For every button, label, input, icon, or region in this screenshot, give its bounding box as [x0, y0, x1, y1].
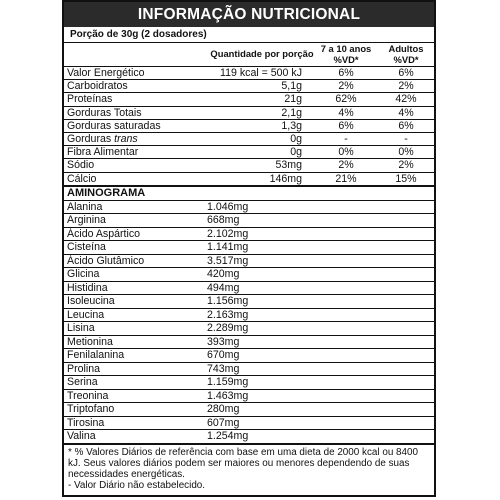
nutrient-kids-vd: 6%: [314, 119, 378, 132]
amino-quantity: 1.254mg: [207, 430, 249, 443]
amino-quantity: 3.517mg: [207, 254, 434, 268]
nutrient-name: Proteínas: [64, 93, 210, 106]
nutrient-row: [64, 67, 434, 80]
amino-quantity: 2.102mg: [207, 227, 434, 241]
nutrient-quantity: 21g: [210, 93, 314, 106]
amino-quantity: 393mg: [207, 335, 434, 349]
amino-name: Glicina: [64, 268, 207, 282]
footnote-not-established: - Valor Diário não estabelecido.: [68, 479, 206, 491]
amino-quantity: 1.159mg: [207, 376, 434, 390]
nutrient-name: Gorduras trans: [64, 133, 210, 146]
nutrient-name: Cálcio: [64, 172, 210, 185]
nutrient-quantity: 146mg: [210, 172, 314, 185]
nutrition-label: [62, 0, 436, 497]
nutrient-adults-vd: -: [378, 133, 434, 146]
amino-row: [64, 403, 434, 417]
amino-name: Cisteína: [64, 241, 207, 255]
nutrient-row: [64, 119, 434, 132]
header-adults-vd: Adultos %VD*: [378, 43, 434, 67]
nutrient-quantity: 1,3g: [210, 119, 314, 132]
amino-name: Lisina: [64, 322, 207, 336]
nutrient-name: Valor Energético: [64, 67, 210, 80]
amino-row: [64, 376, 434, 390]
amino-quantity: 1.141mg: [207, 241, 434, 255]
header-quantity: Quantidade por porção: [210, 43, 314, 67]
amino-row: [64, 349, 434, 363]
amino-quantity: 607mg: [207, 416, 434, 430]
amino-quantity: 2.163mg: [207, 308, 434, 322]
label-title: INFORMAÇÃO NUTRICIONAL: [64, 2, 434, 27]
header-kids-vd: 7 a 10 anos %VD*: [314, 43, 378, 67]
amino-quantity: 668mg: [207, 214, 434, 228]
nutrient-row: [64, 106, 434, 119]
nutrient-name: Gorduras Totais: [64, 106, 210, 119]
nutrient-adults-vd: 15%: [378, 172, 434, 185]
nutrient-kids-vd: 21%: [314, 172, 378, 185]
amino-name: Serina: [64, 376, 207, 390]
nutrient-kids-vd: 2%: [314, 80, 378, 93]
footnote-dv: * % Valores Diários de referência com base em uma dieta de 2000 kcal ou 8400 kJ. Seus valores diários podem ser maiores ou menores dependendo de suas necessidades energéticas.: [68, 446, 419, 480]
amino-name: Histidina: [64, 281, 207, 295]
nutrient-quantity: 5,1g: [210, 80, 314, 93]
nutrient-quantity: 2,1g: [210, 106, 314, 119]
nutrient-name: Sódio: [64, 159, 210, 172]
amino-name: Fenilalanina: [64, 349, 207, 363]
amino-row: [64, 308, 434, 322]
nutrient-adults-vd: 6%: [378, 67, 434, 80]
amino-name: Alanina: [64, 201, 207, 214]
amino-name: Arginina: [64, 214, 207, 228]
header-nutrient: [64, 43, 210, 67]
amino-row: [64, 281, 434, 295]
amino-name: Metionina: [64, 335, 207, 349]
amino-row: [64, 214, 434, 228]
amino-quantity: 1.463mg: [207, 389, 434, 403]
nutrient-adults-vd: 42%: [378, 93, 434, 106]
nutrition-header-row: [64, 43, 434, 67]
amino-row: [64, 295, 434, 309]
nutrient-quantity: 0g: [210, 133, 314, 146]
amino-name: Valina: [67, 430, 96, 443]
amino-row: [64, 430, 434, 443]
amino-row: [64, 322, 434, 336]
amino-row: [64, 227, 434, 241]
nutrient-adults-vd: 2%: [378, 159, 434, 172]
amino-quantity: 420mg: [207, 268, 434, 282]
amino-row: [64, 254, 434, 268]
footnotes: [64, 443, 434, 491]
amino-name: Tirosina: [64, 416, 207, 430]
amino-quantity: 280mg: [207, 403, 434, 417]
nutrient-row: [64, 159, 434, 172]
nutrient-quantity: 0g: [210, 146, 314, 159]
amino-name: Triptofano: [64, 403, 207, 417]
nutrient-kids-vd: 0%: [314, 146, 378, 159]
nutrient-kids-vd: 4%: [314, 106, 378, 119]
nutrient-kids-vd: 2%: [314, 159, 378, 172]
nutrient-kids-vd: 62%: [314, 93, 378, 106]
amino-quantity: 2.289mg: [207, 322, 434, 336]
amino-name: Isoleucina: [64, 295, 207, 309]
amino-quantity: 1.046mg: [207, 201, 434, 214]
nutrient-kids-vd: 6%: [314, 67, 378, 80]
nutrient-row: [64, 93, 434, 106]
amino-row: [64, 335, 434, 349]
nutrient-adults-vd: 0%: [378, 146, 434, 159]
nutrient-row: [64, 172, 434, 185]
amino-quantity: 1.156mg: [207, 295, 434, 309]
nutrient-adults-vd: 4%: [378, 106, 434, 119]
nutrient-kids-vd: -: [314, 133, 378, 146]
aminogram-table: [64, 201, 434, 443]
nutrient-adults-vd: 2%: [378, 80, 434, 93]
amino-row: [64, 201, 434, 214]
amino-row: [64, 416, 434, 430]
nutrient-quantity: 119 kcal = 500 kJ: [210, 67, 314, 80]
amino-row: [64, 362, 434, 376]
portion-size: Porção de 30g (2 dosadores): [64, 27, 434, 43]
amino-quantity: 670mg: [207, 349, 434, 363]
amino-name: Ácido Aspártico: [64, 227, 207, 241]
nutrition-table: [64, 43, 434, 186]
amino-quantity: 743mg: [207, 362, 434, 376]
amino-quantity: 494mg: [207, 281, 434, 295]
nutrient-row: [64, 133, 434, 146]
nutrient-row: [64, 80, 434, 93]
nutrient-quantity: 53mg: [210, 159, 314, 172]
amino-name: Prolina: [64, 362, 207, 376]
amino-row: [64, 389, 434, 403]
aminogram-title: AMINOGRAMA: [64, 186, 434, 201]
nutrient-name: Fibra Alimentar: [64, 146, 210, 159]
nutrient-adults-vd: 6%: [378, 119, 434, 132]
amino-row: [64, 268, 434, 282]
nutrient-row: [64, 146, 434, 159]
amino-name: Ácido Glutâmico: [64, 254, 207, 268]
nutrient-name: Gorduras saturadas: [64, 119, 210, 132]
amino-name: Treonina: [64, 389, 207, 403]
amino-row: [64, 241, 434, 255]
nutrient-name: Carboidratos: [64, 80, 210, 93]
amino-name: Leucina: [64, 308, 207, 322]
